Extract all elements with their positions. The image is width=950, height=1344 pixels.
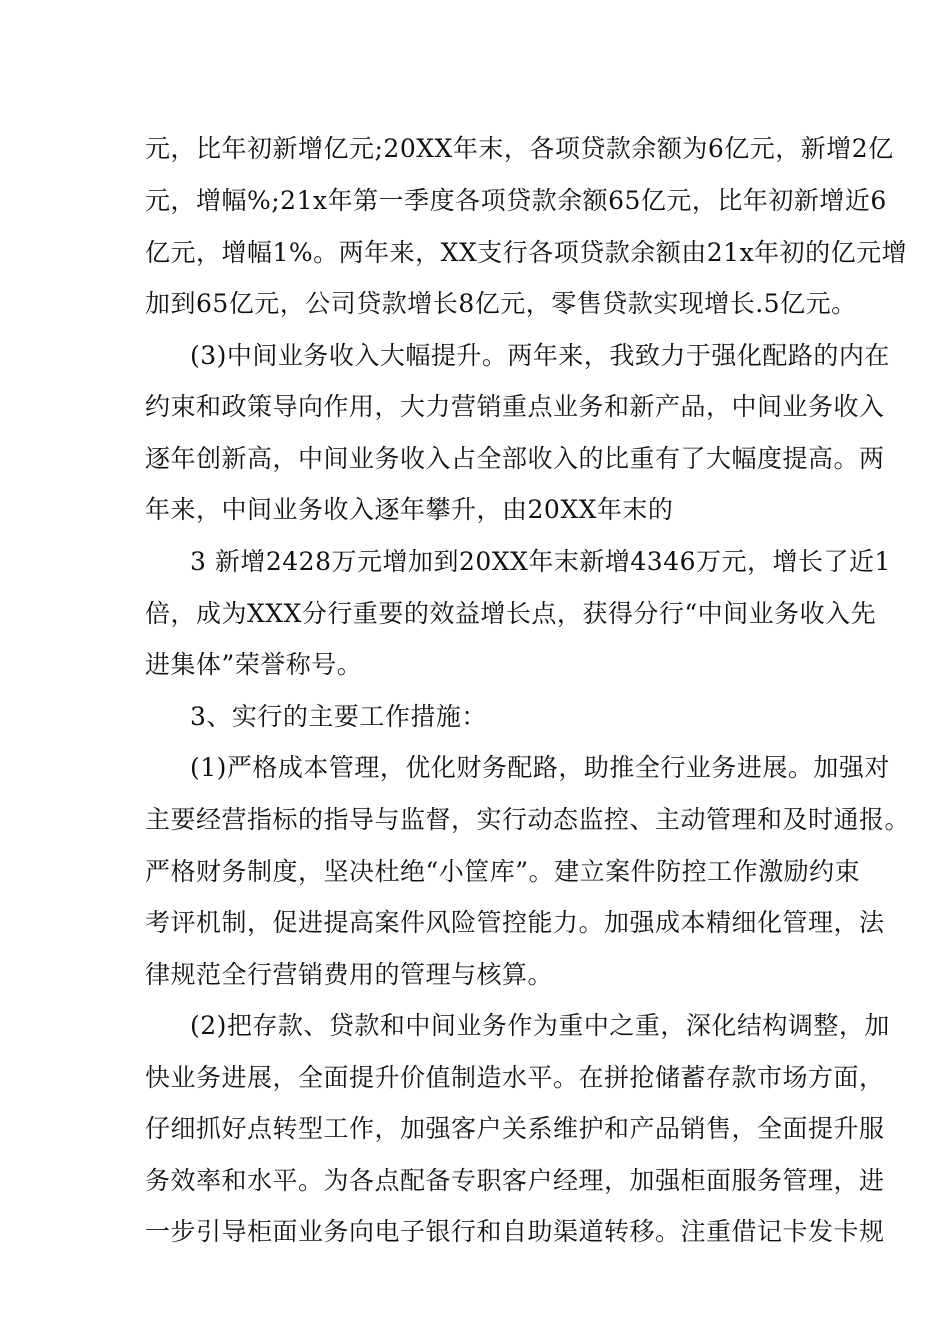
text-line: 考评机制，促进提高案件风险管控能力。加强成本精细化管理，法: [145, 908, 885, 937]
text-line: 元，比年初新增亿元;20XX年末，各项贷款余额为6亿元，新增2亿: [145, 134, 894, 163]
paragraph-start-line: (1)严格成本管理，优化财务配路，助推全行业务进展。加强对: [190, 753, 890, 782]
text-line: 约束和政策导向作用，大力营销重点业务和新产品，中间业务收入: [145, 392, 885, 421]
text-line: 主要经营指标的指导与监督，实行动态监控、主动管理和及时通报。: [145, 805, 911, 834]
text-line: 仔细抓好点转型工作，加强客户关系维护和产品销售，全面提升服: [145, 1114, 885, 1143]
text-line: 倍，成为XXX分行重要的效益增长点，获得分行“中间业务收入先: [145, 599, 877, 628]
paragraph-start-line: (3)中间业务收入大幅提升。两年来，我致力于强化配路的内在: [190, 341, 890, 370]
text-line: 快业务进展，全面提升价值制造水平。在拼抢储蓄存款市场方面，: [145, 1063, 885, 1092]
section-heading: 3、实行的主要工作措施：: [190, 702, 487, 731]
paragraph-start-line: 3 新增2428万元增加到20XX年末新增4346万元，增长了近1: [190, 547, 891, 576]
text-line: 亿元，增幅1%。两年来，XX支行各项贷款余额由21x年初的亿元增: [145, 238, 908, 267]
text-line: 务效率和水平。为各点配备专职客户经理，加强柜面服务管理，进: [145, 1166, 885, 1195]
text-line: 进集体”荣誉称号。: [145, 650, 363, 679]
text-line: 一步引导柜面业务向电子银行和自助渠道转移。注重借记卡发卡规: [145, 1217, 885, 1246]
text-line: 元，增幅%;21x年第一季度各项贷款余额65亿元，比年初新增近6: [145, 186, 887, 215]
text-line: 律规范全行营销费用的管理与核算。: [145, 960, 554, 989]
text-line: 加到65亿元，公司贷款增长8亿元，零售贷款实现增长.5亿元。: [145, 289, 857, 318]
paragraph-start-line: (2)把存款、贷款和中间业务作为重中之重，深化结构调整，加: [190, 1011, 890, 1040]
text-line: 严格财务制度，坚决杜绝“小筐库”。建立案件防控工作激励约束: [145, 857, 861, 886]
text-line: 年来，中间业务收入逐年攀升，由20XX年末的: [145, 495, 674, 524]
text-line: 逐年创新高，中间业务收入占全部收入的比重有了大幅度提高。两: [145, 444, 885, 473]
